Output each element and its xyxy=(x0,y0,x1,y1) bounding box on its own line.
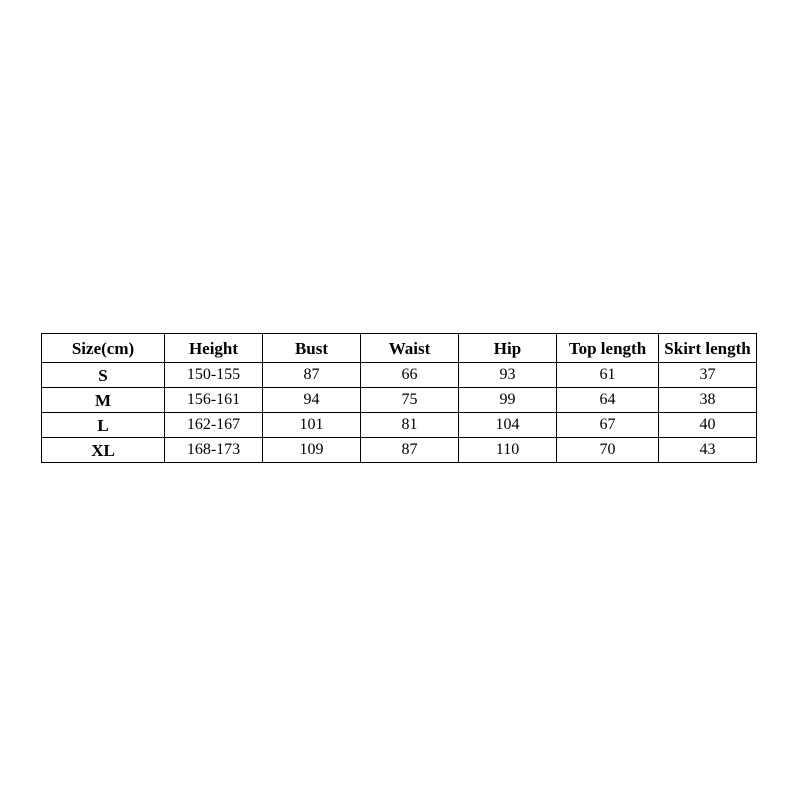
size-chart-table xyxy=(41,333,757,463)
header-top-length: Top length xyxy=(557,334,659,363)
top-length-cell: 70 xyxy=(557,438,659,463)
header-row xyxy=(42,334,757,363)
bust-cell: 109 xyxy=(263,438,361,463)
top-length-cell: 67 xyxy=(557,413,659,438)
size-cell: S xyxy=(42,363,165,388)
header-hip: Hip xyxy=(459,334,557,363)
height-cell: 150-155 xyxy=(165,363,263,388)
header-skirt-length: Skirt length xyxy=(659,334,757,363)
skirt-length-cell: 40 xyxy=(659,413,757,438)
table-row xyxy=(42,438,757,463)
table-row xyxy=(42,363,757,388)
hip-cell: 110 xyxy=(459,438,557,463)
hip-cell: 104 xyxy=(459,413,557,438)
waist-cell: 66 xyxy=(361,363,459,388)
hip-cell: 93 xyxy=(459,363,557,388)
waist-cell: 87 xyxy=(361,438,459,463)
waist-cell: 81 xyxy=(361,413,459,438)
header-size: Size(cm) xyxy=(42,334,165,363)
skirt-length-cell: 43 xyxy=(659,438,757,463)
top-length-cell: 61 xyxy=(557,363,659,388)
size-cell: XL xyxy=(42,438,165,463)
header-waist: Waist xyxy=(361,334,459,363)
skirt-length-cell: 37 xyxy=(659,363,757,388)
top-length-cell: 64 xyxy=(557,388,659,413)
size-cell: L xyxy=(42,413,165,438)
skirt-length-cell: 38 xyxy=(659,388,757,413)
header-bust: Bust xyxy=(263,334,361,363)
waist-cell: 75 xyxy=(361,388,459,413)
table-row xyxy=(42,388,757,413)
hip-cell: 99 xyxy=(459,388,557,413)
height-cell: 168-173 xyxy=(165,438,263,463)
header-height: Height xyxy=(165,334,263,363)
bust-cell: 101 xyxy=(263,413,361,438)
bust-cell: 87 xyxy=(263,363,361,388)
height-cell: 162-167 xyxy=(165,413,263,438)
height-cell: 156-161 xyxy=(165,388,263,413)
bust-cell: 94 xyxy=(263,388,361,413)
size-cell: M xyxy=(42,388,165,413)
table-row xyxy=(42,413,757,438)
